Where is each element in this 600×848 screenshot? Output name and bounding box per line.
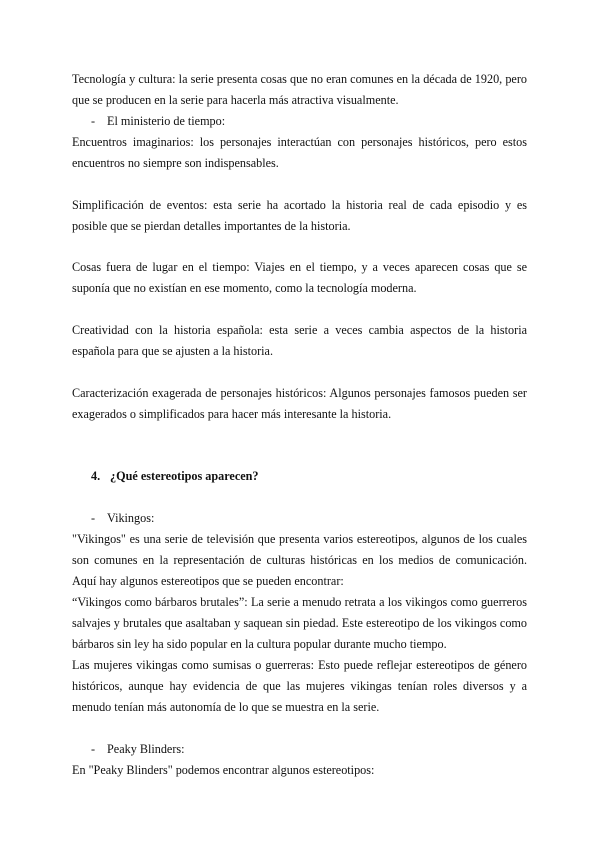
bullet-vikingos: Vikingos:: [107, 511, 155, 525]
paragraph-cosas-fuera-de-lugar: Cosas fuera de lugar en el tiempo: Viajes en el tiempo, y a veces aparecen cosas que se suponía que no existían en ese momento, como la tecnología moderna.: [72, 260, 527, 295]
paragraph-mujeres-vikingas: Las mujeres vikingas como sumisas o guerreras: Esto puede reflejar estereotipos de género históricos, aunque hay evidencia de que las mujeres vikingas tenían roles diversos y a menudo tenían más autonomía de lo que se muestra en la serie.: [72, 658, 527, 714]
section-heading-4: [91, 466, 259, 487]
paragraph-encuentros-imaginarios: Encuentros imaginarios: los personajes interactúan con personajes históricos, pero estos encuentros no siempre son indispensables.: [72, 135, 527, 170]
paragraph-simplificacion-eventos: Simplificación de eventos: esta serie ha acortado la historia real de cada episodio y es posible que se pierdan detalles importantes de la historia.: [72, 198, 527, 233]
paragraph-caracterizacion-exagerada: Caracterización exagerada de personajes históricos: Algunos personajes famosos pueden ser exagerados o simplificados para hacer más interesante la historia.: [72, 386, 527, 421]
section-number: 4.: [91, 469, 101, 483]
bullet-peaky-blinders: Peaky Blinders:: [107, 742, 185, 756]
bullet-dash: -: [91, 114, 96, 128]
bullet-dash: -: [91, 511, 96, 525]
bullet-ministerio-tiempo: El ministerio de tiempo:: [107, 114, 226, 128]
paragraph-creatividad-historia: Creatividad con la historia española: esta serie a veces cambia aspectos de la historia española para que se ajusten a la historia.: [72, 323, 527, 358]
paragraph-vikingos-intro: "Vikingos" es una serie de televisión que presenta varios estereotipos, algunos de los cuales son comunes en la representación de culturas históricas en los medios de comunicación. Aquí hay algunos estereotipos que se pueden encontrar:: [72, 532, 527, 588]
paragraph-peaky-blinders-intro: En "Peaky Blinders" podemos encontrar algunos estereotipos:: [72, 763, 375, 777]
paragraph-tecnologia-cultura: Tecnología y cultura: la serie presenta cosas que no eran comunes en la década de 1920, pero que se producen en la serie para hacerla más atractiva visualmente.: [72, 72, 527, 107]
section-title: ¿Qué estereotipos aparecen?: [110, 469, 259, 483]
bullet-dash: -: [91, 742, 96, 756]
paragraph-vikingos-barbaros: “Vikingos como bárbaros brutales”: La serie a menudo retrata a los vikingos como guerreros salvajes y brutales que asaltaban y saquean sin piedad. Este estereotipo de los vikingos como bárbaros sin ley ha sido popular en la cultura popular durante mucho tiempo.: [72, 595, 527, 651]
